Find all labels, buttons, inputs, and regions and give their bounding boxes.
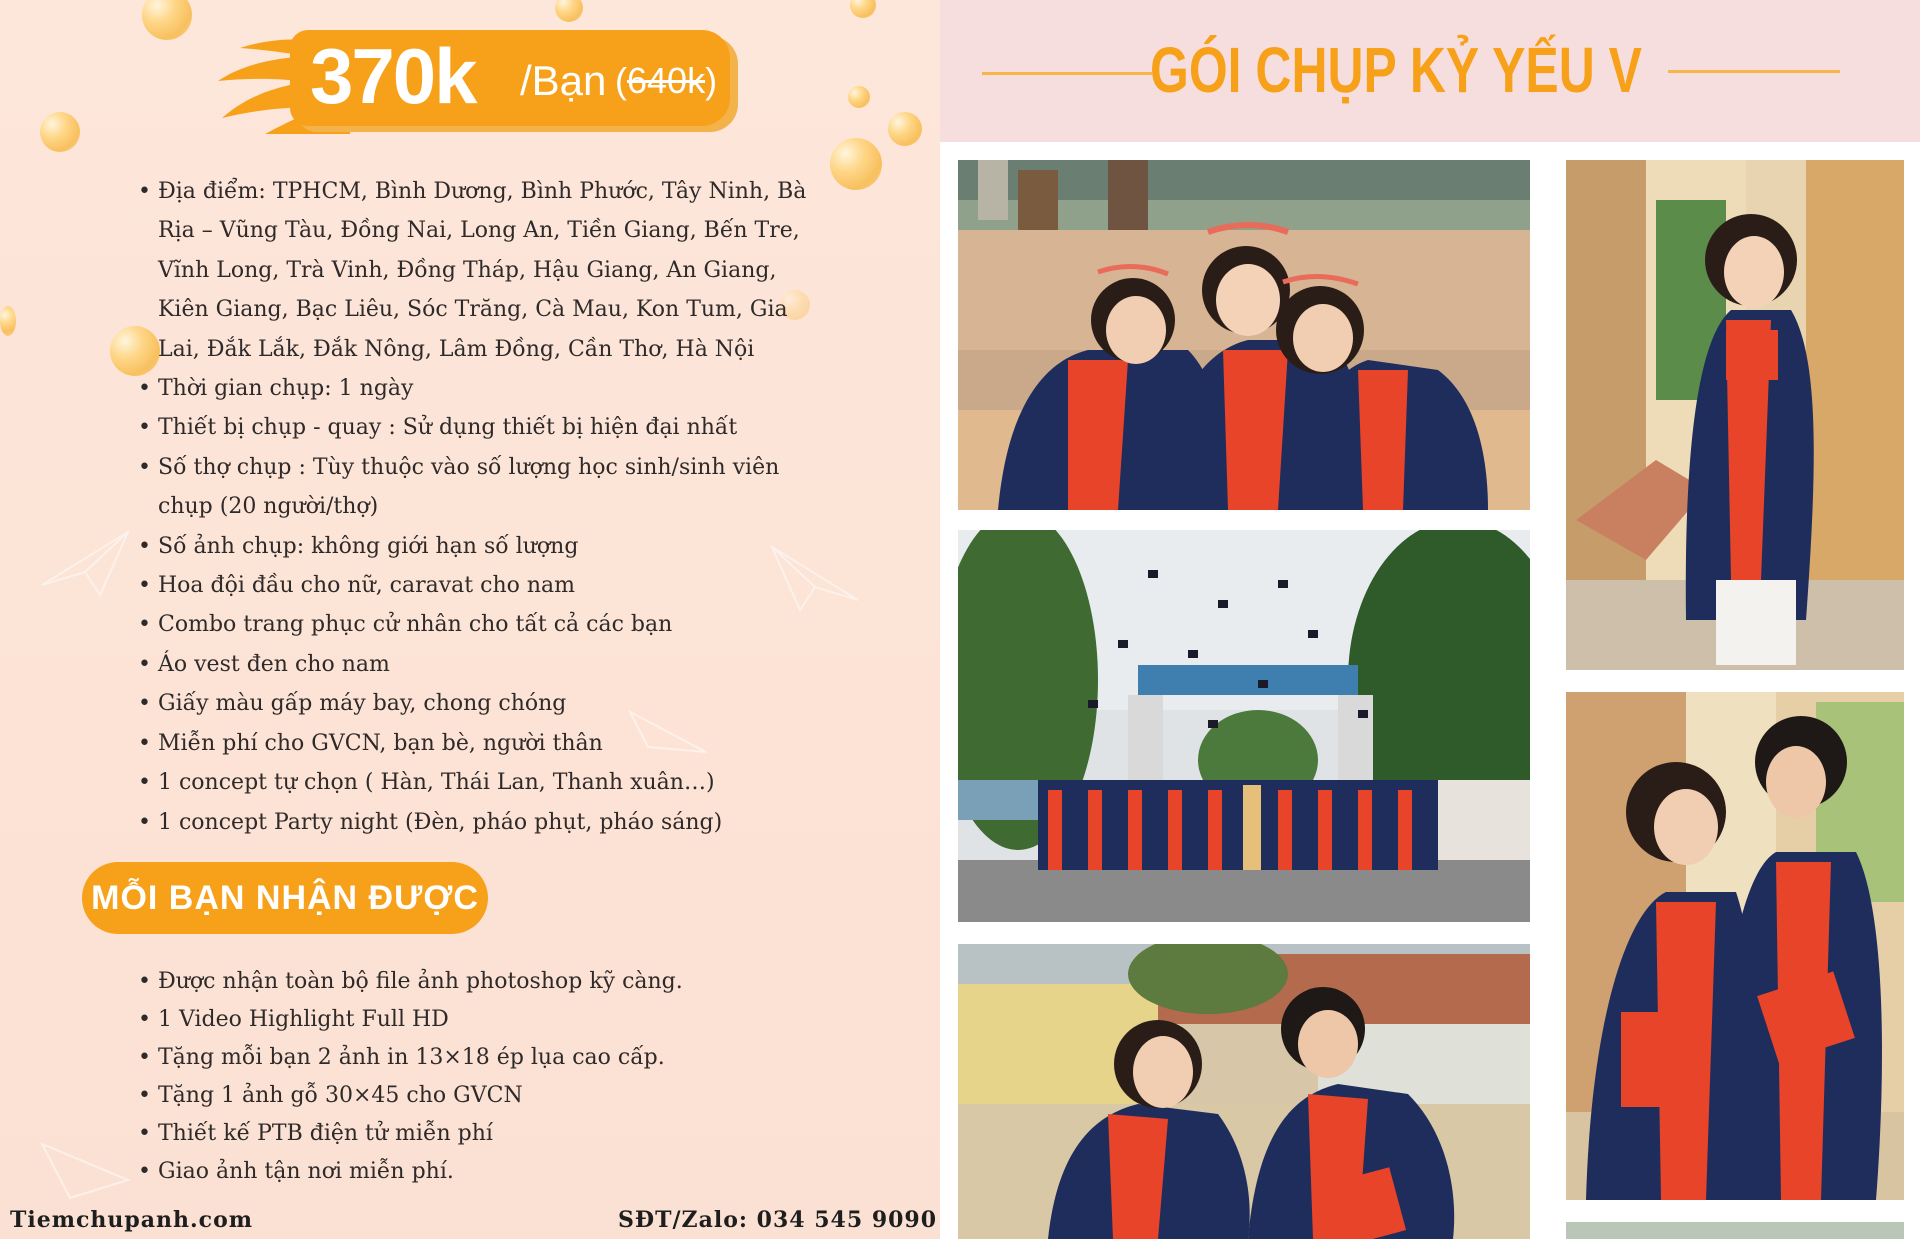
bubble-decoration <box>555 0 583 22</box>
bubble-decoration <box>0 306 16 336</box>
old-price-value: 640k <box>627 60 706 101</box>
list-item: • Thiết bị chụp - quay : Sử dụng thiết bị hiện đại nhất <box>138 408 818 447</box>
list-item: • Số thợ chụp : Tùy thuộc vào số lượng học sinh/sinh viên chụp (20 người/thợ) <box>138 448 818 527</box>
photo-partial <box>1566 1222 1904 1239</box>
section-title: MỖI BẠN NHẬN ĐƯỢC <box>82 862 488 934</box>
page-title: GÓI CHỤP KỶ YẾU V <box>1150 34 1642 106</box>
old-price-close: ) <box>705 60 718 101</box>
list-item: • Hoa đội đầu cho nữ, caravat cho nam <box>138 566 818 605</box>
contact-phone: SĐT/Zalo: 034 545 9090 <box>618 1207 938 1233</box>
list-item: • Tặng 1 ảnh gỗ 30×45 cho GVCN <box>138 1077 818 1115</box>
feature-list <box>138 172 818 842</box>
list-item: • Combo trang phục cử nhân cho tất cả các bạn <box>138 605 818 644</box>
list-item: • Được nhận toàn bộ file ảnh photoshop kỹ càng. <box>138 963 818 1001</box>
list-item: • 1 Video Highlight Full HD <box>138 1001 818 1039</box>
list-item: • Giao ảnh tận nơi miễn phí. <box>138 1153 818 1191</box>
old-price <box>615 26 717 126</box>
photo-three-friends <box>958 160 1530 510</box>
list-item: • Tặng mỗi bạn 2 ảnh in 13×18 ép lụa cao cấp. <box>138 1039 818 1077</box>
paper-plane-icon <box>40 530 130 600</box>
photo-couple-certificates <box>1566 692 1904 1200</box>
list-item: • Giấy màu gấp máy bay, chong chóng <box>138 684 818 723</box>
website-link[interactable]: Tiemchupanh.com <box>10 1207 254 1233</box>
price-unit: /Bạn <box>520 57 607 104</box>
bubble-decoration <box>830 138 882 190</box>
list-item: • Địa điểm: TPHCM, Bình Dương, Bình Phước, Tây Ninh, Bà Rịa – Vũng Tàu, Đồng Nai, Long An, Tiền Giang, Bến Tre, Vĩnh Long, Trà Vinh, Đồng Tháp, Hậu Giang, An Giang, Kiên Giang, Bạc Liêu, Sóc Trăng, Cà Mau, Kon Tum, Gia Lai, Đắk Lắk, Đắk Nông, Lâm Đồng, Cần Thơ, Hà Nội <box>138 172 818 369</box>
bubble-decoration <box>850 0 876 18</box>
price-badge <box>210 26 760 136</box>
bubble-decoration <box>848 86 870 108</box>
bubble-decoration <box>142 0 192 40</box>
list-item: • Thời gian chụp: 1 ngày <box>138 369 818 408</box>
bubble-decoration <box>888 112 922 146</box>
bubble-decoration <box>40 112 80 152</box>
title-divider-right <box>1668 70 1840 73</box>
benefit-list <box>138 963 818 1191</box>
photo-single-student <box>1566 160 1904 670</box>
info-panel <box>0 0 940 1239</box>
list-item: • Miễn phí cho GVCN, bạn bè, người thân <box>138 724 818 763</box>
title-divider-left <box>982 72 1152 75</box>
list-item: • Áo vest đen cho nam <box>138 645 818 684</box>
price-value: 370k <box>310 32 476 120</box>
old-price-open: ( <box>615 60 627 101</box>
list-item: • 1 concept tự chọn ( Hàn, Thái Lan, Thanh xuân…) <box>138 763 818 802</box>
photo-couple-laughing <box>958 944 1530 1239</box>
paper-plane-icon <box>40 1140 130 1200</box>
list-item: • 1 concept Party night (Đèn, pháo phụt, pháo sáng) <box>138 803 818 842</box>
photo-group-cap-toss <box>958 530 1530 922</box>
list-item: • Thiết kế PTB điện tử miễn phí <box>138 1115 818 1153</box>
list-item: • Số ảnh chụp: không giới hạn số lượng <box>138 527 818 566</box>
